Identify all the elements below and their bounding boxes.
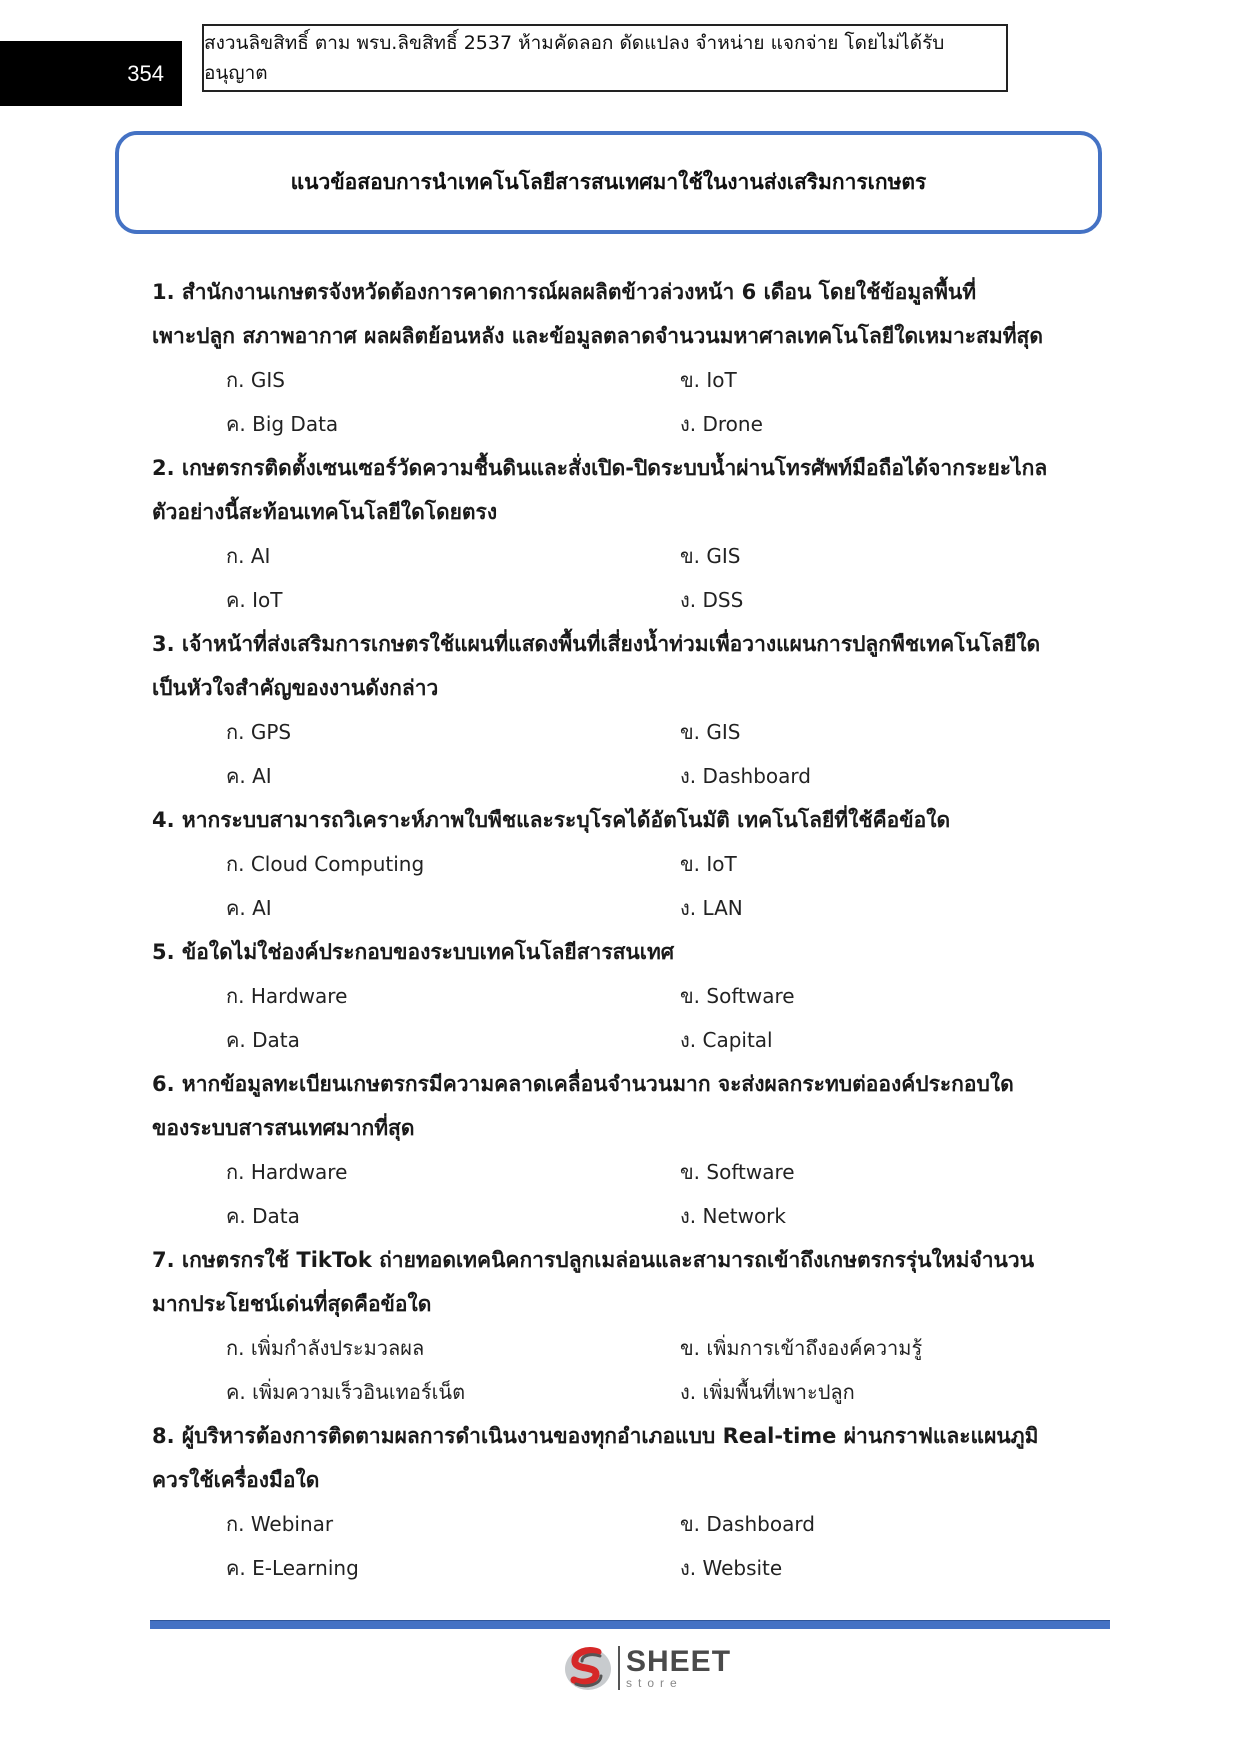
choice-c: ค. E-Learning — [226, 1556, 359, 1580]
question-2-line-1: 2. เกษตรกรติดตั้งเซนเซอร์วัดความชื้นดินและสั่งเปิด-ปิดระบบน้ำผ่านโทรศัพท์มือถือได้จากระยะไกล — [152, 456, 1048, 480]
question-4-choices — [152, 842, 1092, 930]
question-1-line-1: 1. สำนักงานเกษตรจังหวัดต้องการคาดการณ์ผลผลิตข้าวล่วงหน้า 6 เดือน โดยใช้ข้อมูลพื้นที่ — [152, 280, 977, 304]
choice-c: ค. Data — [226, 1028, 300, 1052]
choice-d: ง. Network — [680, 1204, 786, 1228]
question-list — [152, 270, 1092, 1590]
question-8-line-2: ควรใช้เครื่องมือใด — [152, 1468, 320, 1492]
question-3 — [152, 622, 1092, 798]
page-number: 354 — [127, 60, 164, 86]
question-4 — [152, 798, 1092, 930]
question-8-line-1: 8. ผู้บริหารต้องการติดตามผลการดำเนินงานของทุกอำเภอแบบ Real-time ผ่านกราฟและแผนภูมิ — [152, 1424, 1039, 1448]
question-4-line-1: 4. หากระบบสามารถวิเคราะห์ภาพใบพืชและระบุโรคได้อัตโนมัติ เทคโนโลยีที่ใช้คือข้อใด — [152, 808, 951, 832]
question-3-line-1: 3. เจ้าหน้าที่ส่งเสริมการเกษตรใช้แผนที่แสดงพื้นที่เสี่ยงน้ำท่วมเพื่อวางแผนการปลูกพืชเทคโนโลยีใด — [152, 632, 1041, 656]
question-8-choices — [152, 1502, 1092, 1590]
choice-d: ง. Drone — [680, 412, 763, 436]
choice-c: ค. AI — [226, 896, 272, 920]
choice-a: ก. GPS — [226, 720, 292, 744]
choice-d: ง. Dashboard — [680, 764, 811, 788]
section-title-box — [115, 131, 1102, 234]
question-2 — [152, 446, 1092, 622]
footer-divider — [150, 1620, 1110, 1629]
choice-b: ข. Software — [680, 1160, 795, 1184]
choice-b: ข. Dashboard — [680, 1512, 815, 1536]
choice-b: ข. IoT — [680, 852, 737, 876]
question-3-line-2: เป็นหัวใจสำคัญของงานดังกล่าว — [152, 676, 439, 700]
question-5-choices — [152, 974, 1092, 1062]
choice-a: ก. Webinar — [226, 1512, 334, 1536]
section-title: แนวข้อสอบการนำเทคโนโลยีสารสนเทศมาใช้ในงานส่งเสริมการเกษตร — [290, 170, 927, 194]
question-5 — [152, 930, 1092, 1062]
question-7-line-1: 7. เกษตรกรใช้ TikTok ถ่ายทอดเทคนิคการปลูกเมล่อนและสามารถเข้าถึงเกษตรกรรุ่นใหม่จำนวน — [152, 1248, 1035, 1272]
question-5-line-1: 5. ข้อใดไม่ใช่องค์ประกอบของระบบเทคโนโลยีสารสนเทศ — [152, 940, 675, 964]
choice-b: ข. GIS — [680, 544, 741, 568]
choice-b: ข. เพิ่มการเข้าถึงองค์ความรู้ — [680, 1336, 923, 1360]
copyright-text: สงวนลิขสิทธิ์ ตาม พรบ.ลิขสิทธิ์ 2537 ห้ามคัดลอก ดัดแปลง จำหน่าย แจกจ่าย โดยไม่ได้รับอนุญาต — [204, 32, 945, 84]
logo-main-text: SHEET — [626, 1645, 732, 1678]
choice-c: ค. IoT — [226, 588, 283, 612]
question-6-line-2: ของระบบสารสนเทศมากที่สุด — [152, 1116, 415, 1140]
choice-a: ก. Cloud Computing — [226, 852, 425, 876]
question-6 — [152, 1062, 1092, 1238]
choice-d: ง. DSS — [680, 588, 744, 612]
choice-a: ก. GIS — [226, 368, 285, 392]
logo-sub-text: store — [626, 1676, 683, 1690]
copyright-notice — [202, 24, 1008, 92]
question-2-line-2: ตัวอย่างนี้สะท้อนเทคโนโลยีใดโดยตรง — [152, 500, 498, 524]
choice-b: ข. Software — [680, 984, 795, 1008]
choice-c: ค. Big Data — [226, 412, 339, 436]
question-7-choices — [152, 1326, 1092, 1414]
sheet-store-logo-icon — [562, 1642, 614, 1694]
choice-a: ก. Hardware — [226, 1160, 348, 1184]
choice-c: ค. Data — [226, 1204, 300, 1228]
sheet-store-logo — [562, 1640, 742, 1696]
question-1-choices — [152, 358, 1092, 446]
question-2-choices — [152, 534, 1092, 622]
logo-text — [626, 1647, 731, 1689]
question-1 — [152, 270, 1092, 446]
question-6-line-1: 6. หากข้อมูลทะเบียนเกษตรกรมีความคลาดเคลื่อนจำนวนมาก จะส่งผลกระทบต่อองค์ประกอบใด — [152, 1072, 1014, 1096]
choice-a: ก. Hardware — [226, 984, 348, 1008]
question-1-line-2: เพาะปลูก สภาพอากาศ ผลผลิตย้อนหลัง และข้อมูลตลาดจำนวนมหาศาลเทคโนโลยีใดเหมาะสมที่สุด — [152, 324, 1044, 348]
choice-d: ง. Capital — [680, 1028, 773, 1052]
choice-b: ข. GIS — [680, 720, 741, 744]
question-7 — [152, 1238, 1092, 1414]
question-7-line-2: มากประโยชน์เด่นที่สุดคือข้อใด — [152, 1292, 432, 1316]
logo-divider — [618, 1646, 620, 1690]
choice-c: ค. เพิ่มความเร็วอินเทอร์เน็ต — [226, 1380, 466, 1404]
choice-d: ง. LAN — [680, 896, 743, 920]
page-number-box — [0, 41, 182, 106]
choice-d: ง. เพิ่มพื้นที่เพาะปลูก — [680, 1380, 855, 1404]
question-6-choices — [152, 1150, 1092, 1238]
choice-b: ข. IoT — [680, 368, 737, 392]
question-8 — [152, 1414, 1092, 1590]
choice-c: ค. AI — [226, 764, 272, 788]
choice-d: ง. Website — [680, 1556, 783, 1580]
choice-a: ก. เพิ่มกำลังประมวลผล — [226, 1336, 425, 1360]
choice-a: ก. AI — [226, 544, 271, 568]
question-3-choices — [152, 710, 1092, 798]
